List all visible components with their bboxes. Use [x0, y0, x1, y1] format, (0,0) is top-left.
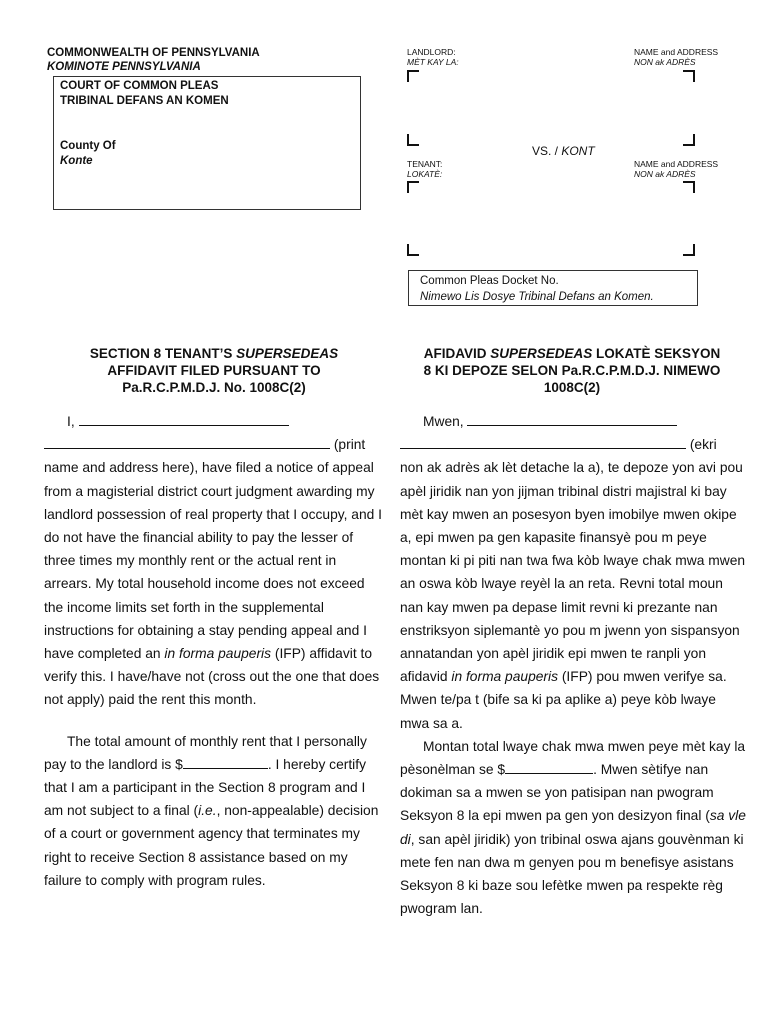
tenant-label: TENANT: LOKATÈ: — [407, 159, 443, 179]
court-box — [53, 76, 361, 210]
english-name-line[interactable] — [79, 411, 289, 426]
landlord-address-field[interactable] — [407, 70, 695, 146]
english-paragraph-2: The total amount of monthly rent that I personally pay to the landlord is $ . I hereby certify that I am a participant in the Section 8 program and I am not subject to a final (i.e., non-appealable) decision of a court or government agency that terminates my right to receive Section 8 assistance based on my failure to comply with program rules. — [44, 733, 379, 888]
creole-paragraph-2: Montan total lwaye chak mwa mwen peye mèt kay la pèsonèlman se $ . Mwen sètifye nan dokiman sa a mwen se yon patisipan nan pwogram Seksyon 8 la epi mwen pa gen yon desizyon final (sa vle di, san apèl jiridik) yon tribinal oswa ajans gouvènman ki mete fen nan dwa m genyen pou m benefisye asistans Seksyon 8 ki baze sou lefètke mwen pa respekte règ pwogram lan. — [400, 738, 746, 917]
landlord-label: LANDLORD: MÈT KAY LA: — [407, 47, 459, 67]
docket-number-box[interactable] — [408, 270, 698, 306]
creole-name-line[interactable] — [467, 411, 677, 426]
court-name: COURT OF COMMON PLEAS — [60, 80, 219, 92]
tenant-address-field[interactable] — [407, 181, 695, 256]
english-address-line[interactable] — [44, 434, 330, 449]
creole-title: AFIDAVID SUPERSEDEAS LOKATÈ SEKSYON 8 KI DEPOZE SELON Pa.R.C.P.M.D.J. NIMEWO 1008C(2) — [423, 346, 721, 395]
creole-address-line[interactable] — [400, 434, 686, 449]
docket-label-creole: Nimewo Lis Dosye Tribinal Defans an Komen. — [420, 290, 654, 303]
english-paragraph-1: I, (print name and address here), have filed a notice of appeal from a magisterial district court judgment awarding my landlord possession of real property that I occupy, and I do not have the financial ability to pay the lesser of three times my monthly rent or the actual rent in arrears. My total household income does not exceed the income limits set forth in the supplemental instructions for obtaining a stay pending appeal and I have completed an in forma pauperis (IFP) affidavit to verify this. I have/have not (cross out the one that does not apply) paid the rent this month. — [44, 410, 384, 712]
commonwealth-title-creole: KOMINOTE PENNSYLVANIA — [47, 61, 201, 73]
commonwealth-title: COMMONWEALTH OF PENNSYLVANIA — [47, 47, 260, 59]
english-title: SECTION 8 TENANT’S SUPERSEDEAS AFFIDAVIT FILED PURSUANT TO Pa.R.C.P.M.D.J. No. 1008C(2) — [89, 346, 339, 395]
commonwealth-heading — [47, 46, 260, 74]
english-body — [44, 410, 384, 892]
tenant-name-address-label: NAME and ADDRESS NON ak ADRÈS — [634, 159, 719, 179]
court-name-creole: TRIBINAL DEFANS AN KOMEN — [60, 94, 229, 107]
english-rent-amount-line[interactable] — [183, 754, 268, 769]
creole-body — [400, 410, 746, 920]
county-label: County Of — [60, 140, 116, 152]
versus-label: VS. / KONT — [532, 144, 595, 158]
landlord-name-address-label: NAME and ADDRESS NON ak ADRÈS — [634, 47, 719, 67]
county-label-creole: Konte — [60, 154, 93, 167]
creole-rent-amount-line[interactable] — [505, 759, 593, 774]
creole-paragraph-1: Mwen, (ekri non ak adrès ak lèt detache la a), te depoze yon avi pou apèl jiridik nan yon jijman tribinal distri majistral ki bay mèt kay mwen an posesyon byen imobilye mwen okipe a, epi mwen pa gen kapasite finansyè pou m peye montan ki pi piti nan twa fwa kòb lwaye chak mwa mwen an oswa kòb lwaye reyèl la an reta. Revni total moun nan kay mwen pa depase limit revni ki prezante nan enstriksyon siplemantè yo pou m jwenn yon sispansyon annatandan yon apèl jiridik epi mwen te ranpli yon afidavid in forma pauperis (IFP) pou mwen verifye sa. Mwen te/pa t (bife sa ki pa aplike a) peye kòb lwaye mwa sa a. — [400, 410, 746, 735]
docket-label: Common Pleas Docket No. — [420, 275, 559, 287]
